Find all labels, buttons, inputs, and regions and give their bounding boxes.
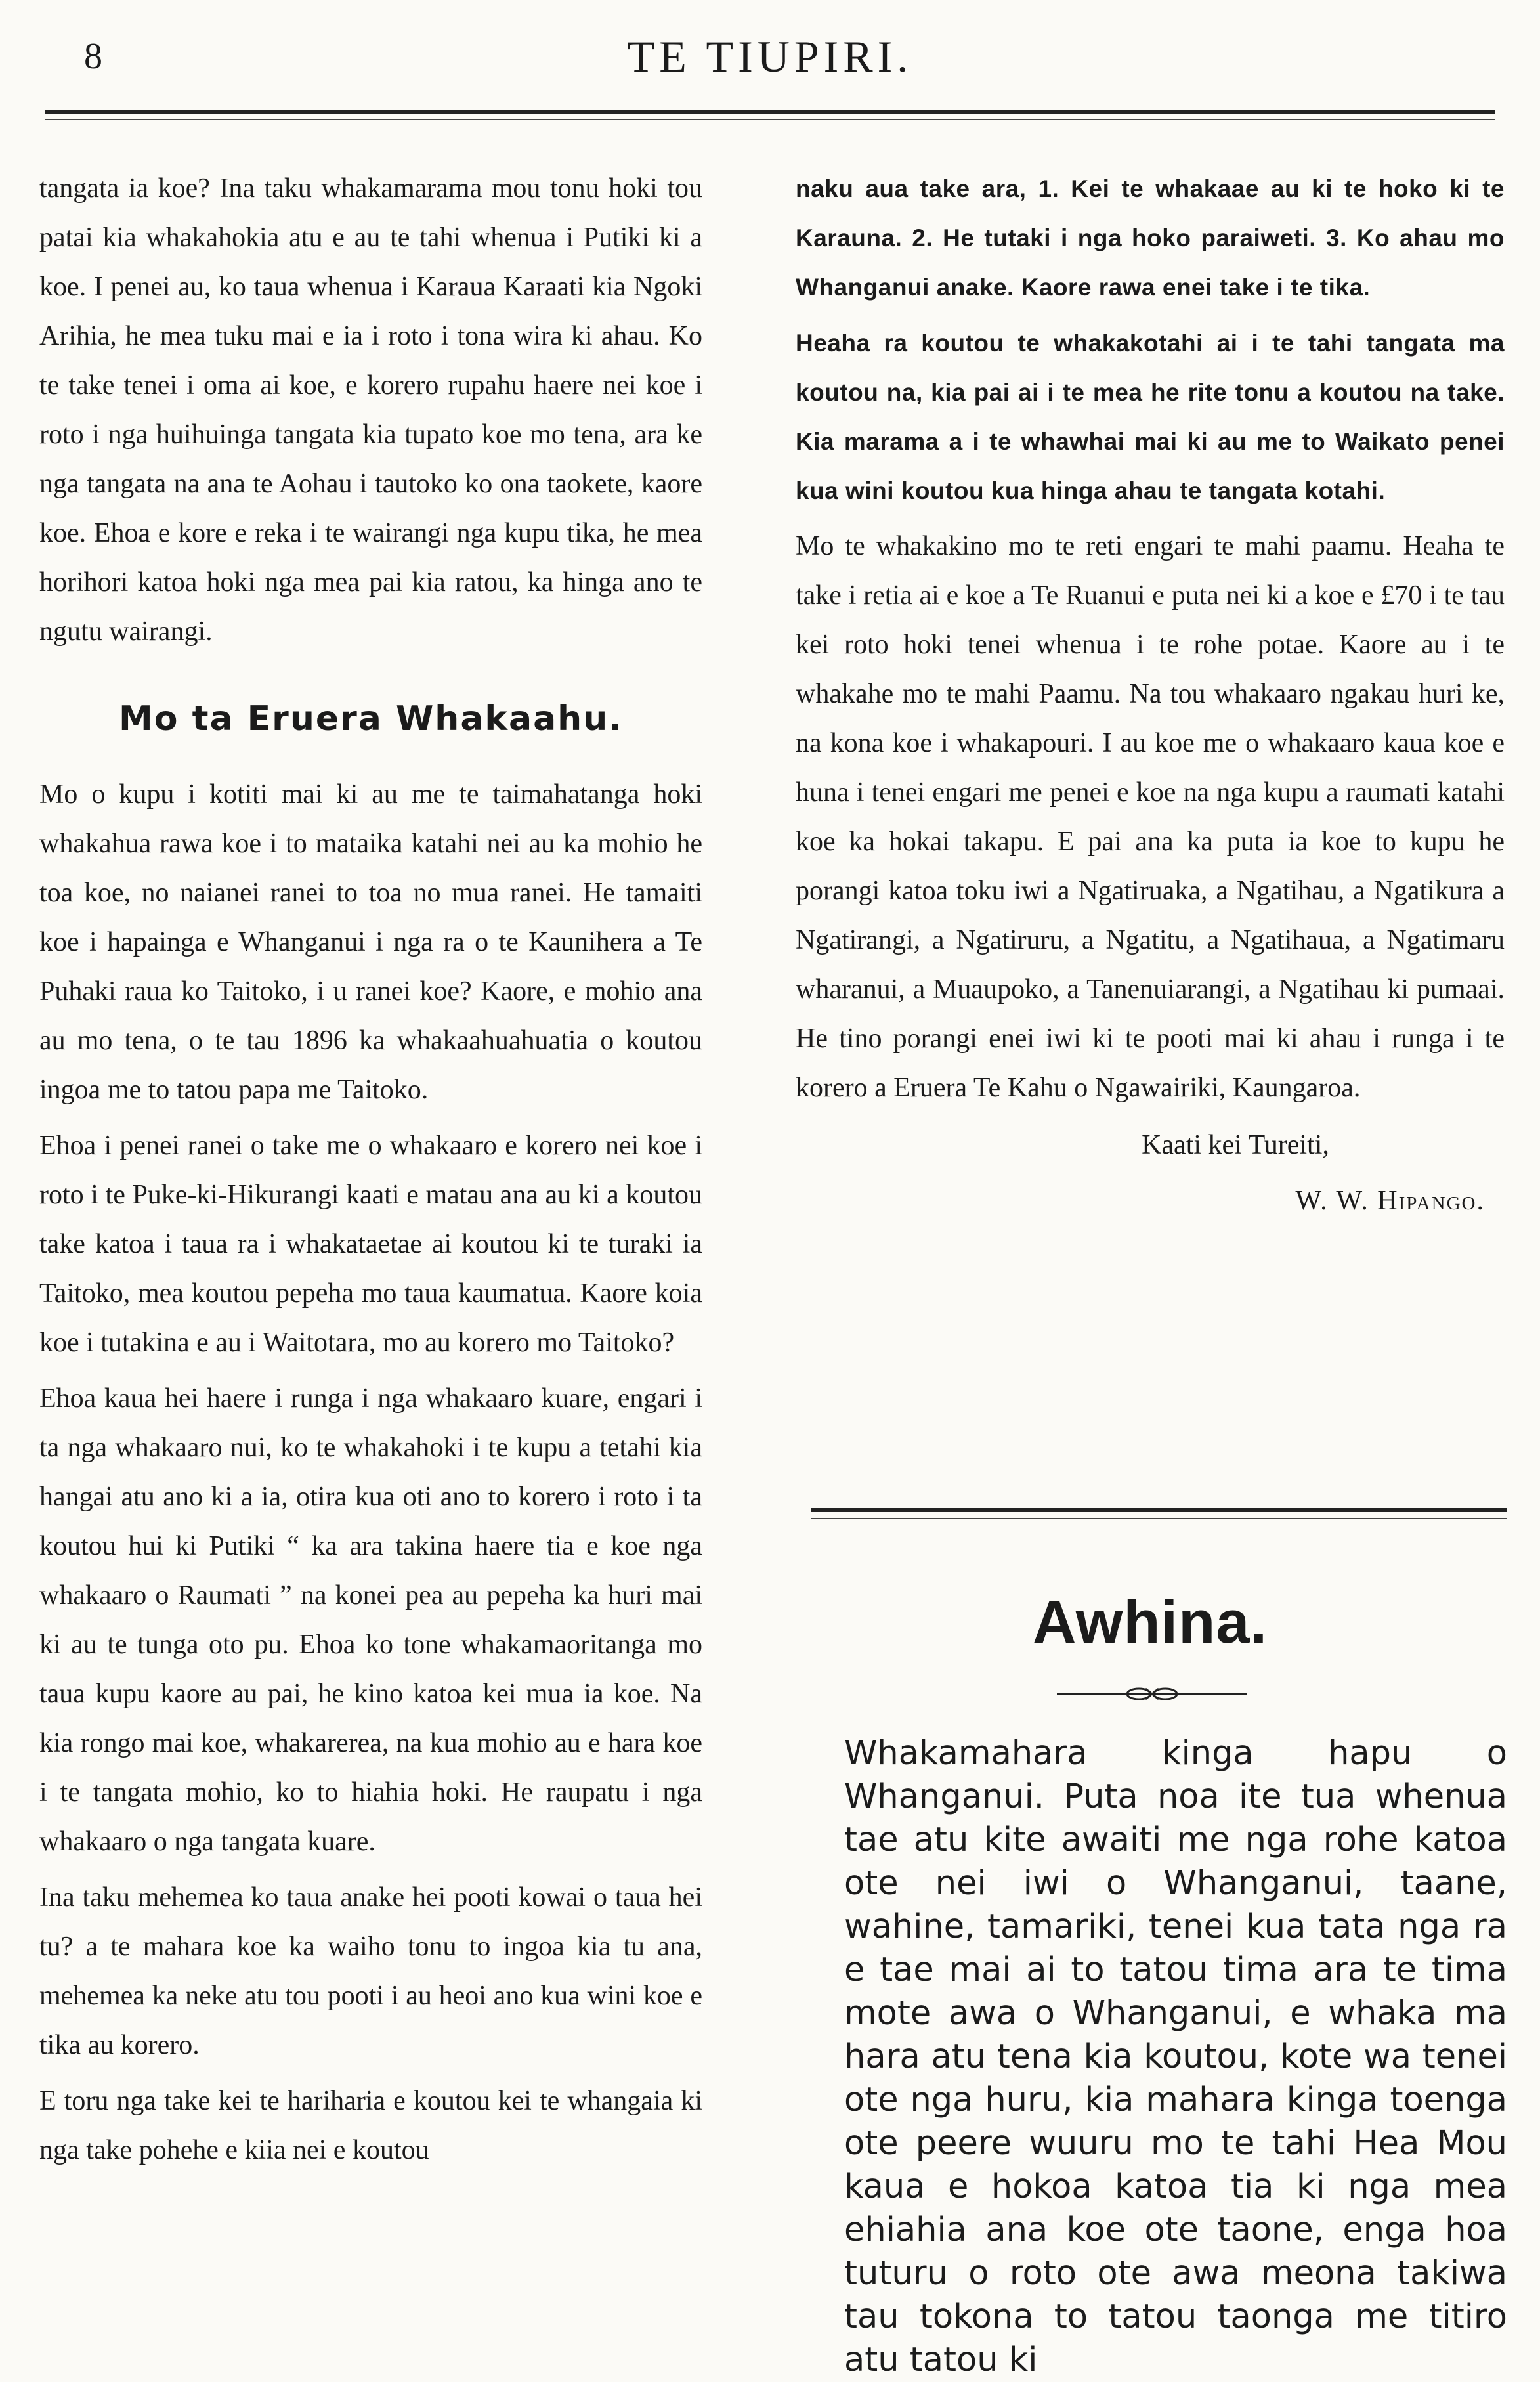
right-paragraph-1: naku aua take ara, 1. Kei te whakaae au ki te hoko ki te Karauna. 2. He tutaki i nga hoko paraiweti. 3. Ko ahau mo Whanganui anake. Kaore rawa enei take i te tika. [796,175,1505,301]
signoff-name [796,1177,1505,1226]
advert-separator-thin [811,1518,1507,1519]
advert-separator-thick [811,1508,1507,1512]
ornament-divider-icon [1050,1681,1254,1707]
left-column [39,164,702,2175]
header-rule-thin [45,119,1495,120]
left-paragraph-3: Ehoa i penei ranei o take me o whakaaro e korero nei koe i roto i te Puke-ki-Hikurangi kaati e matau ana au ki a koutou take katoa i taua ra i whakataetae ai koutou ki te turaki ia Taitoko, mea koutou pepeha mo taua kaumatua. Kaore koia koe i tutakina e au i Waitotara, mo au korero mo Taitoko? [39,1131,702,1358]
advert-title: Awhina. [1032,1589,1268,1656]
right-paragraph-2: Heaha ra koutou te whakakotahi ai i te tahi tangata ma koutou na, kia pai ai i te mea he rite tonu a koutou na take. Kia marama a i te whawhai mai ki au me to Waikato penei kua wini koutou kua hinga ahau te tangata kotahi. [796,330,1505,504]
left-paragraph-6: E toru nga take kei te hariharia e koutou kei te whangaia ki nga take pohehe e kiia nei e koutou [39,2086,702,2165]
right-column [796,164,1505,1226]
newspaper-masthead: TE TIUPIRI. [627,32,913,81]
left-paragraph-5: Ina taku mehemea ko taua anake hei pooti kowai o taua hei tu? a te mahara koe ka waiho tonu to ingoa kia tu ana, mehemea ka neke atu tou pooti i au heoi ano kua wini koe e tika au korero. [39,1882,702,2060]
signoff-name-text: W. W. Hipango. [1295,1186,1485,1216]
signoff-line: Kaati kei Tureiti, [1142,1130,1329,1160]
header-rule-thick [45,110,1495,114]
left-paragraph-4: Ehoa kaua hei haere i runga i nga whakaaro kuare, engari i ta nga whakaaro nui, ko te whakahoki i te kupu a tetahi kia hangai atu ano ki a ia, otira kua oti ano to korero i roto i ta koutou hui ki Putiki “ ka ara takina haere tia e koe nga whakaaro o Raumati ” na konei pea au pepeha ka huri mai ki au te tunga oto pu. Ehoa ko tone whakamaoritanga mo taua kupu kaore au pai, he kino katoa kei mua ia koe. Na kia rongo mai koe, whakarerea, na kua mohio au e hara koe i te tangata mohio, ko to hiahia hoki. He raupatu i nga whakaaro o nga tangata kuare. [39,1383,702,1857]
section-heading: Mo ta Eruera Whakaahu. [119,699,623,739]
right-paragraph-3: Mo te whakakino mo te reti engari te mahi paamu. Heaha te take i retia ai e koe a Te Ruanui e puta nei ki a koe e £70 i te tau kei roto hoki tenei whenua i te rohe potae. Kaore au i te whakahe mo te mahi Paamu. Na tou whakaaro ngakau huri ke, na kona koe i whakapouri. I au koe me o whakaaro kaua koe e huna i tenei engari me penei e koe na nga kupu a raumati katahi koe ka hokai takapu. E pai ana ka puta ia koe to kupu he porangi katoa toku iwi a Ngatiruaka, a Ngatihau, a Ngatikura a Ngatirangi, a Ngatiruru, a Ngatitu, a Ngatihaua, a Ngatimaru wharanui, a Muaupoko, a Tanenuiarangi, a Ngatihau ki pumaai. He tino porangi enei iwi ki te pooti mai ki ahau i runga i te korero a Eruera Te Kahu o Ngawairiki, Kaungaroa. [796,531,1505,1103]
left-paragraph-2: Mo o kupu i kotiti mai ki au me te taimahatanga hoki whakahua rawa koe i to mataika katahi nei au ka mohio he toa koe, no naianei ranei to toa no mua ranei. He tamaiti koe i hapainga e Whanganui i nga ra o te Kaunihera a Te Puhaki raua ko Taitoko, i u ranei koe? Kaore, e mohio ana au mo tena, o te tau 1896 ka whakaahuahuatia o koutou ingoa me to tatou papa me Taitoko. [39,779,702,1105]
left-paragraph-1: tangata ia koe? Ina taku whakamarama mou tonu hoki tou patai kia whakahokia atu e au te tahi whenua i Putiki ki a koe. I penei au, ko taua whenua i Karaua Karaati kia Ngoki Arihia, he mea tuku mai e ia i roto i tona wira ki ahau. Ko te take tenei i oma ai koe, e korero rupahu haere nei koe i roto i nga huihuinga tangata kia tupato koe mo tena, ara ke nga tangata na ana te Aohau i tautoko ko ona taokete, kaore koe. Ehoa e kore e reka i te wairangi nga kupu tika, he mea horihori katoa hoki nga mea pai kia ratou, ka hinga ano te ngutu wairangi. [39,173,702,647]
page-number: 8 [84,36,102,77]
advert-body: Whakamahara kinga hapu o Whanganui. Puta noa ite tua whenua tae atu kite awaiti me nga rohe katoa ote nei iwi o Whanganui, taane, wahine, tamariki, tenei kua tata nga ra e tae mai ai to tatou tima ara te tima mote awa o Whanganui, e whaka ma hara atu tena kia koutou, kote wa tenei ote nga huru, kia mahara kinga toenga ote peere wuuru mo te tahi Hea Mou kaua e hokoa katoa tia ki nga mea ehiahia ana koe ote taone, enga hoa tuturu o roto ote awa meona takiwa tau tokona to tatou taonga me titiro atu tatou ki [844,1734,1507,2379]
